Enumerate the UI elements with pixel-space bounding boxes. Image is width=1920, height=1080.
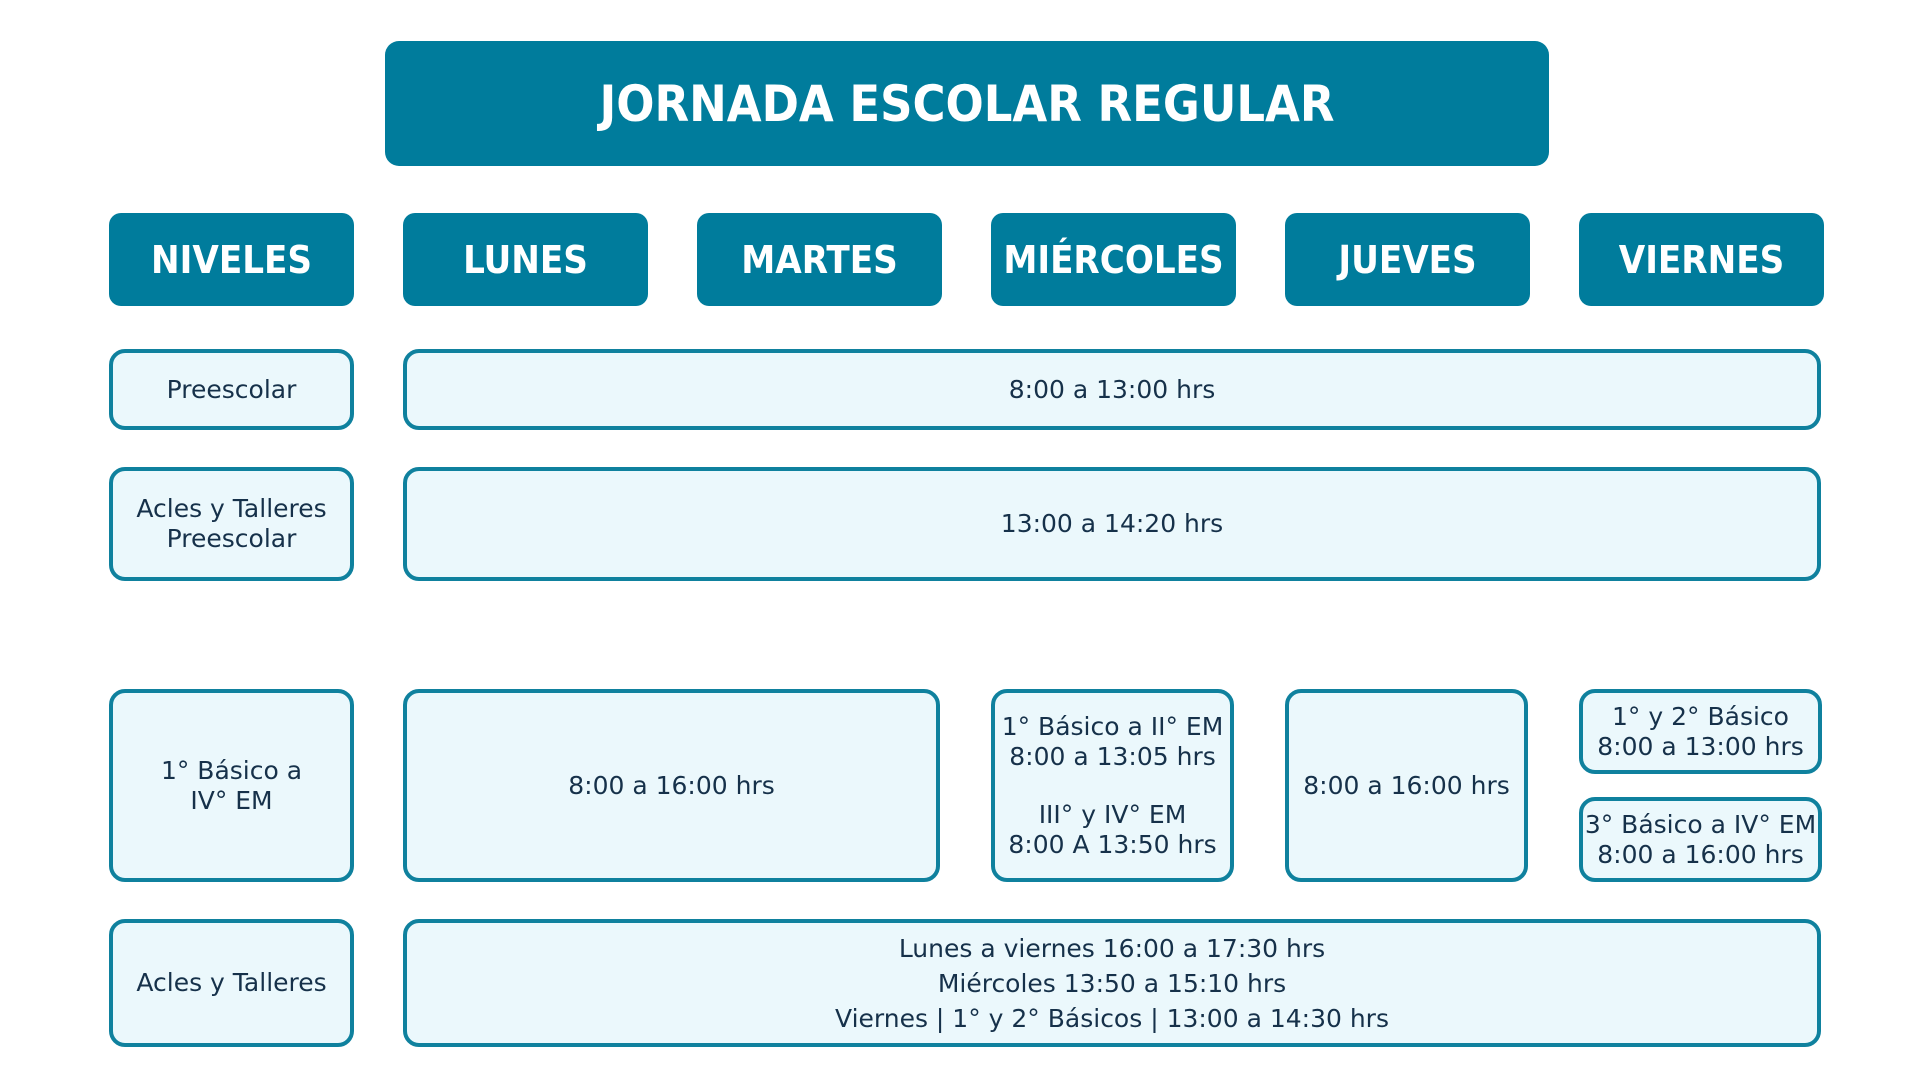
schedule-acles [403, 919, 1821, 1047]
schedule-viernes-b [1579, 797, 1822, 882]
schedule-line3: Viernes | 1° y 2° Básicos | 13:00 a 14:30 hrs [835, 1003, 1389, 1033]
schedule-line1: 3° Básico a IV° EM [1584, 809, 1817, 839]
schedule-text: 8:00 a 16:00 hrs [1303, 770, 1510, 800]
schedule-line2: 8:00 a 13:05 hrs [1009, 741, 1216, 771]
schedule-viernes-a [1579, 689, 1822, 774]
schedule-line1: Lunes a viernes 16:00 a 17:30 hrs [898, 933, 1326, 963]
level-label: Acles y Talleres [136, 968, 327, 997]
page-title: JORNADA ESCOLAR REGULAR [385, 41, 1549, 166]
level-label-line1: 1° Básico a [160, 755, 303, 785]
level-preescolar [109, 349, 354, 430]
schedule-line2: 8:00 a 13:00 hrs [1597, 731, 1804, 761]
level-label: Preescolar [166, 374, 297, 404]
schedule-line1: 1° Básico a II° EM [1001, 711, 1224, 741]
schedule-line2: 8:00 a 16:00 hrs [1597, 839, 1804, 869]
level-basico [109, 689, 354, 882]
level-acles-preescolar [109, 467, 354, 581]
schedule-miercoles [991, 689, 1234, 882]
schedule-jueves [1285, 689, 1528, 882]
schedule-text: 13:00 a 14:20 hrs [1000, 509, 1224, 538]
header-viernes: VIERNES [1579, 213, 1824, 306]
header-niveles: NIVELES [109, 213, 354, 306]
schedule-acles-preescolar [403, 467, 1821, 581]
header-martes: MARTES [697, 213, 942, 306]
level-label-line2: IV° EM [190, 785, 273, 815]
header-miercoles: MIÉRCOLES [991, 213, 1236, 306]
schedule-line3: III° y IV° EM [1038, 799, 1187, 829]
schedule-line2: Miércoles 13:50 a 15:10 hrs [937, 968, 1287, 998]
schedule-preescolar [403, 349, 1821, 430]
schedule-line4: 8:00 A 13:50 hrs [1008, 829, 1217, 859]
level-label-line2: Preescolar [166, 524, 297, 553]
header-jueves: JUEVES [1285, 213, 1530, 306]
schedule-line1: 1° y 2° Básico [1612, 701, 1789, 731]
level-label-line1: Acles y Talleres [136, 494, 327, 523]
header-lunes: LUNES [403, 213, 648, 306]
schedule-lunes-martes [403, 689, 940, 882]
level-acles [109, 919, 354, 1047]
schedule-text: 8:00 a 13:00 hrs [1008, 374, 1216, 404]
schedule-text: 8:00 a 16:00 hrs [568, 770, 775, 800]
